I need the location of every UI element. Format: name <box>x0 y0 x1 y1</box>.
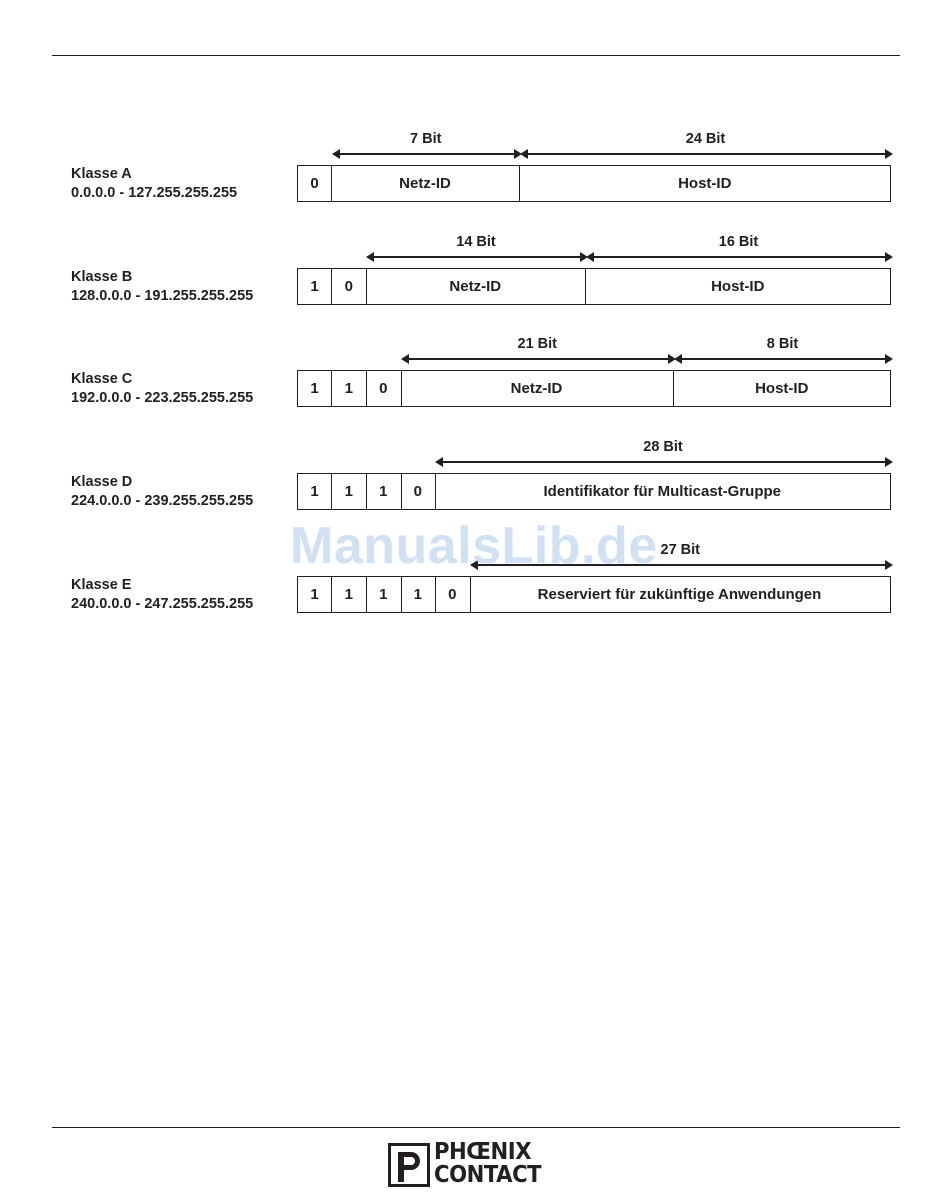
logo-mark-icon <box>388 1143 430 1187</box>
class-label <box>71 370 253 408</box>
prefix-bit-cell: 0 <box>401 473 437 510</box>
address-field-row <box>297 576 891 613</box>
address-field-row <box>297 473 891 510</box>
prefix-bit-cell: 1 <box>297 576 332 613</box>
host-id-field: Host-ID <box>586 268 891 305</box>
class-name: Klasse B <box>71 269 133 285</box>
bit-span-arrow <box>401 354 677 364</box>
address-field: Identifikator für Multicast-Gruppe <box>435 473 891 510</box>
bit-span-arrow <box>520 149 893 159</box>
address-field-row <box>297 370 891 407</box>
class-address-range: 192.0.0.0 - 223.255.255.255 <box>71 390 254 406</box>
prefix-bit-cell: 1 <box>332 576 368 613</box>
logo-wordmark <box>434 1141 541 1187</box>
prefix-bit-cell: 1 <box>332 370 368 407</box>
prefix-bit-cell: 0 <box>332 268 368 305</box>
class-address-range: 240.0.0.0 - 247.255.255.255 <box>71 596 254 612</box>
bit-count-label: 24 Bit <box>685 131 726 147</box>
watermark: ManualsLib.de <box>290 517 658 575</box>
class-label <box>71 576 253 614</box>
class-address-range: 128.0.0.0 - 191.255.255.255 <box>71 288 254 304</box>
address-field-row <box>297 165 891 202</box>
top-rule <box>52 55 900 56</box>
bit-span-arrow <box>332 149 523 159</box>
class-name: Klasse D <box>71 474 133 490</box>
host-id-field: Host-ID <box>520 165 891 202</box>
bit-span-arrow <box>674 354 893 364</box>
address-field: Reserviert für zukünftige Anwendungen <box>470 576 891 613</box>
bit-count-label: 28 Bit <box>643 439 683 455</box>
bit-count-label: 7 Bit <box>410 131 442 147</box>
bit-span-arrow <box>366 252 588 262</box>
phoenix-contact-logo <box>388 1139 566 1189</box>
netz-id-field: Netz-ID <box>332 165 520 202</box>
class-label <box>71 165 237 203</box>
prefix-bit-cell: 1 <box>332 473 368 510</box>
class-name: Klasse E <box>71 577 132 593</box>
logo-line-1: PHŒNIX <box>434 1139 532 1165</box>
prefix-bit-cell: 1 <box>297 268 332 305</box>
class-label <box>71 268 253 306</box>
host-id-field: Host-ID <box>674 370 891 407</box>
bottom-rule <box>52 1127 900 1128</box>
prefix-bit-cell: 0 <box>435 576 471 613</box>
bit-count-label: 8 Bit <box>766 336 799 352</box>
netz-id-field: Netz-ID <box>401 370 674 407</box>
prefix-bit-cell: 1 <box>297 473 332 510</box>
bit-count-label: 14 Bit <box>456 234 496 250</box>
class-address-range: 0.0.0.0 - 127.255.255.255 <box>71 185 238 201</box>
class-name: Klasse C <box>71 371 133 387</box>
logo-line-2: CONTACT <box>434 1162 542 1188</box>
netz-id-field: Netz-ID <box>366 268 586 305</box>
prefix-bit-cell: 0 <box>366 370 402 407</box>
prefix-bit-cell: 1 <box>297 370 332 407</box>
bit-count-label: 21 Bit <box>517 336 557 352</box>
class-label <box>71 473 253 511</box>
bit-span-arrow <box>586 252 893 262</box>
class-address-range: 224.0.0.0 - 239.255.255.255 <box>71 493 254 509</box>
class-name: Klasse A <box>71 166 132 182</box>
prefix-bit-cell: 0 <box>297 165 332 202</box>
bit-count-label: 16 Bit <box>718 234 759 250</box>
prefix-bit-cell: 1 <box>366 576 402 613</box>
prefix-bit-cell: 1 <box>401 576 437 613</box>
address-field-row <box>297 268 891 305</box>
prefix-bit-cell: 1 <box>366 473 402 510</box>
bit-count-label: 27 Bit <box>660 542 700 558</box>
bit-span-arrow <box>435 457 893 467</box>
